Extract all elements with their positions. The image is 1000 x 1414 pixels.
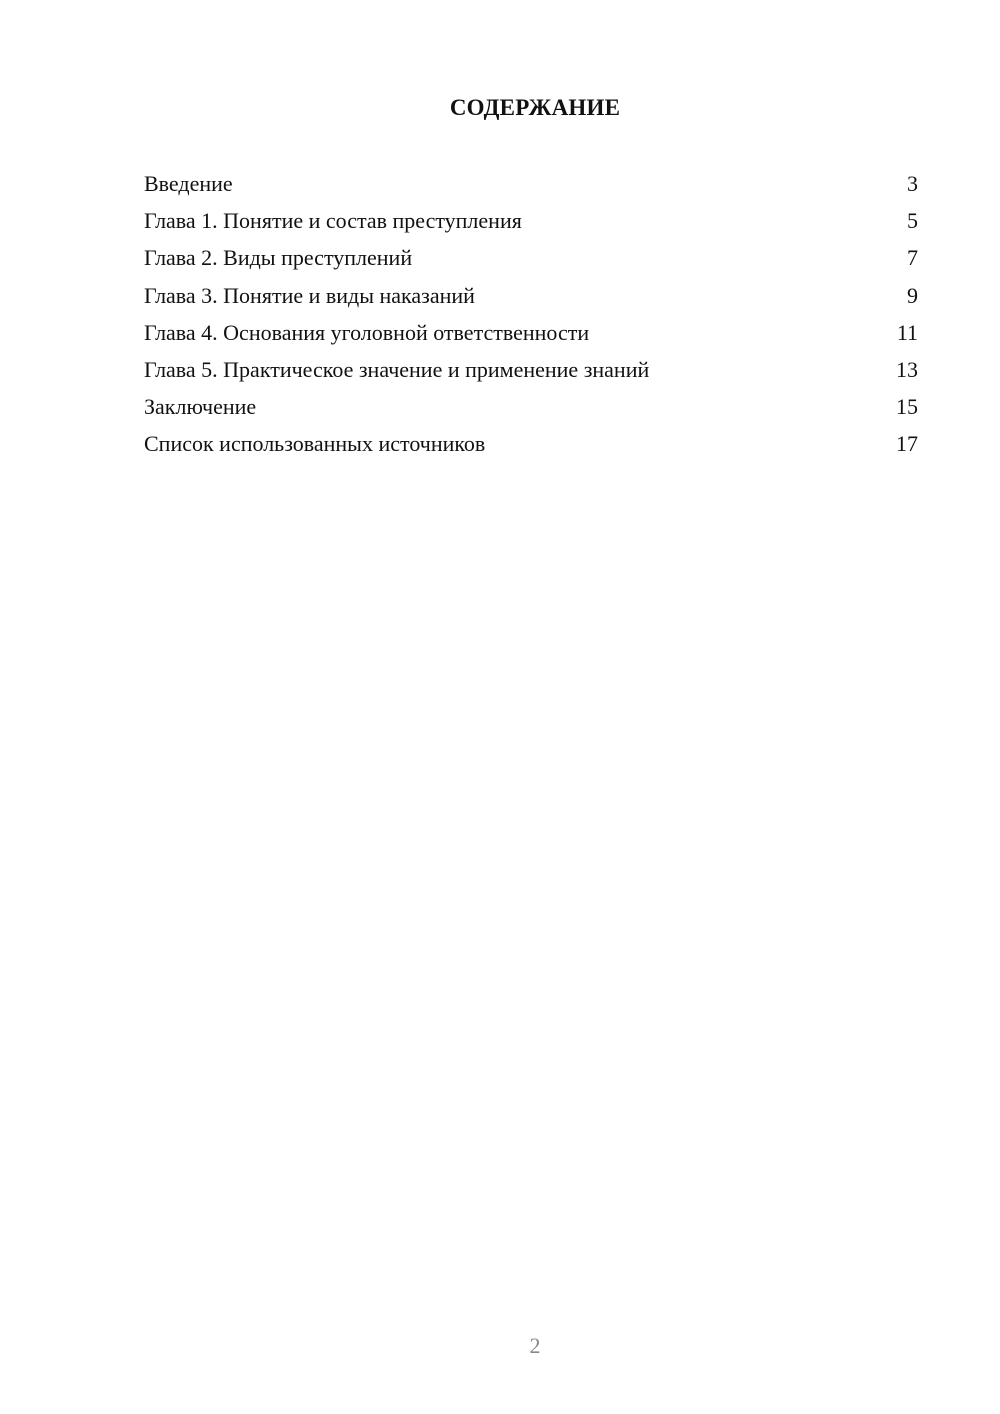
toc-entry-page: 17 bbox=[896, 431, 918, 457]
toc-entry-label: Глава 1. Понятие и состав преступления bbox=[144, 208, 522, 234]
page-title: СОДЕРЖАНИЕ bbox=[449, 95, 621, 120]
toc-entry-page: 5 bbox=[907, 208, 918, 234]
page-number: 2 bbox=[529, 1333, 541, 1358]
toc-entry-page: 3 bbox=[907, 171, 918, 196]
toc-entry-chapter-4 bbox=[144, 318, 918, 355]
toc-entry-chapter-1 bbox=[144, 206, 918, 243]
toc-entry-page: 13 bbox=[896, 356, 918, 382]
toc-entry-chapter-5 bbox=[144, 355, 918, 392]
toc-entry-page: 15 bbox=[896, 394, 918, 420]
toc-entry-label: Глава 5. Практическое значение и применение знаний bbox=[144, 356, 650, 382]
toc-entry-label: Заключение bbox=[144, 394, 257, 420]
toc-entry-label: Глава 3. Понятие и виды наказаний bbox=[144, 282, 475, 308]
toc-entry-page: 11 bbox=[896, 319, 918, 345]
toc-entry-introduction bbox=[144, 169, 918, 206]
toc-entry-label: Глава 2. Виды преступлений bbox=[144, 245, 413, 271]
toc-entry-label: Список использованных источников bbox=[144, 431, 486, 457]
toc-entry-references bbox=[144, 429, 918, 466]
toc-entry-page: 9 bbox=[907, 282, 918, 308]
table-of-contents bbox=[144, 169, 918, 467]
toc-entry-label: Введение bbox=[144, 171, 233, 196]
toc-entry-chapter-2 bbox=[144, 243, 918, 280]
toc-entry-conclusion bbox=[144, 392, 918, 429]
toc-entry-chapter-3 bbox=[144, 281, 918, 318]
toc-entry-page: 7 bbox=[907, 245, 918, 271]
toc-entry-label: Глава 4. Основания уголовной ответственности bbox=[144, 319, 590, 345]
